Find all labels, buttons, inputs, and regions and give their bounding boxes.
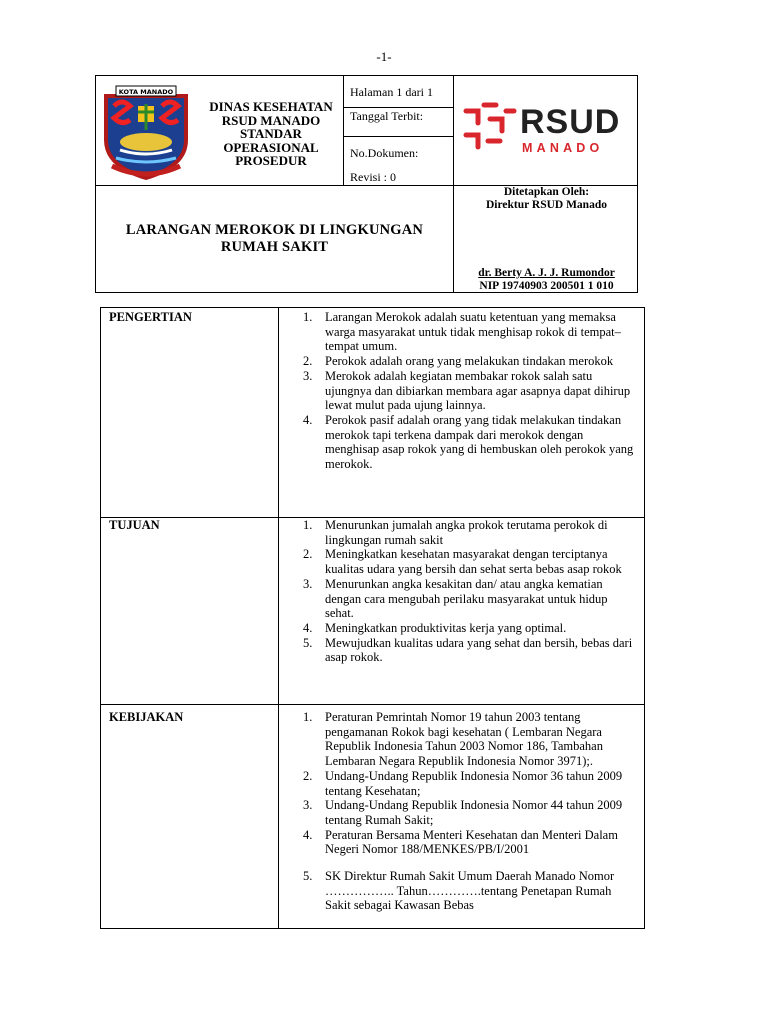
divider [343,76,344,185]
document-title [96,222,453,256]
kebijakan-label: KEBIJAKAN [109,710,184,724]
signatory-nip: NIP 19740903 200501 1 010 [479,280,614,292]
rsud-logo-main: RSUD [520,103,621,141]
list-item: 2. Perokok adalah orang yang melakukan tindakan merokok [303,354,614,369]
column-divider [278,308,279,928]
approval-block [454,186,639,212]
org-line: RSUD MANADO [221,112,321,128]
org-line: OPERASIONAL [223,139,319,155]
list-item: 4. Peraturan Bersama Menteri Kesehatan dan Menteri Dalam Negeri Nomor 188/MENKES/PB/I/2001 [303,827,618,857]
sop-header-table [95,75,638,293]
tujuan-label: TUJUAN [109,518,160,532]
kebijakan-list [297,710,637,913]
org-line: PROSEDUR [235,153,307,168]
emblem-city-label: KOTA MANADO [118,88,174,96]
organization-name [201,100,341,168]
list-item: 2. Undang-Undang Republik Indonesia Nomor 36 tahun 2009 tentang Kesehatan; [303,768,623,798]
list-item: 2. Meningkatkan kesehatan masyarakat dengan terciptanya kualitas udara yang bersih dan sehat serta bebas asap rokok [303,547,622,577]
signatory-name: dr. Berty A. J. J. Rumondor [478,267,615,279]
divider [343,107,453,108]
ditetapkan-label: Ditetapkan Oleh: [503,186,590,198]
direktur-label: Direktur RSUD Manado [486,199,607,211]
list-item: 5. SK Direktur Rumah Sakit Umum Daerah Manado Nomor …………….. Tahun………….tentang Penetapan Rumah Sakit sebagai Kawasan Bebas [303,869,615,913]
signatory-block [454,267,639,293]
rsud-symbol-icon [460,101,520,157]
rsud-logo-sub: MANADO [522,141,604,155]
no-dokumen-field: No.Dokumen: [350,146,419,160]
list-item: 4. Perokok pasif adalah orang yang tidak melakukan tindakan merokok tapi terkena dampak dari merokok dengan menghisap asap rokok yang di hembuskan oleh perokok yang merokok. [303,412,634,472]
kota-manado-emblem [100,82,192,180]
list-item: 3. Merokok adalah kegiatan membakar rokok salah satu ujungnya dan dibiarkan membara agar asapnya dapat dihirup lewat mulut pada ujung lainnya. [303,368,631,413]
sop-content-table [100,307,645,929]
title-line: RUMAH SAKIT [220,239,329,255]
emblem-icon [100,82,192,180]
rsud-manado-logo [460,101,630,161]
revisi-field: Revisi : 0 [350,170,397,184]
divider [343,136,453,137]
tanggal-terbit-field: Tanggal Terbit: [350,109,424,123]
org-line: DINAS KESEHATAN [209,99,333,114]
halaman-field: Halaman 1 dari 1 [350,85,433,99]
list-item: 1. Peraturan Pemrintah Nomor 19 tahun 2003 tentang pengamanan Rokok bagi kesehatan ( Lembaran Negara Republik Indonesia Tahun 2003 Nomor 186, Tambahan Lembaran Negara Republik Indonesia Nomor 3971);. [303,710,603,769]
pengertian-list [297,310,637,472]
org-line: STANDAR [240,126,302,141]
list-item: 3. Menurunkan angka kesakitan dan/ atau angka kematian dengan cara mengubah perilaku masyarakat untuk hidup sehat. [303,576,608,621]
list-item: 1. Menurunkan jumalah angka prokok terutama perokok di lingkungan rumah sakit [303,518,608,547]
pengertian-label: PENGERTIAN [109,310,192,324]
list-item: 3. Undang-Undang Republik Indonesia Nomor 44 tahun 2009 tentang Rumah Sakit; [303,798,623,827]
page-number: -1- [376,49,392,64]
list-item: 1. Larangan Merokok adalah suatu ketentuan yang memaksa warga masyarakat untuk tidak menghisap rokok di tempat–tempat umum. [303,310,621,354]
list-item: 5. Mewujudkan kualitas udara yang sehat dan bersih, bebas dari asap rokok. [303,635,633,665]
tujuan-list [297,518,637,665]
title-line: LARANGAN MEROKOK DI LINGKUNGAN [125,222,424,238]
row-divider [101,704,644,705]
list-item: 4. Meningkatkan produktivitas kerja yang optimal. [303,620,567,635]
